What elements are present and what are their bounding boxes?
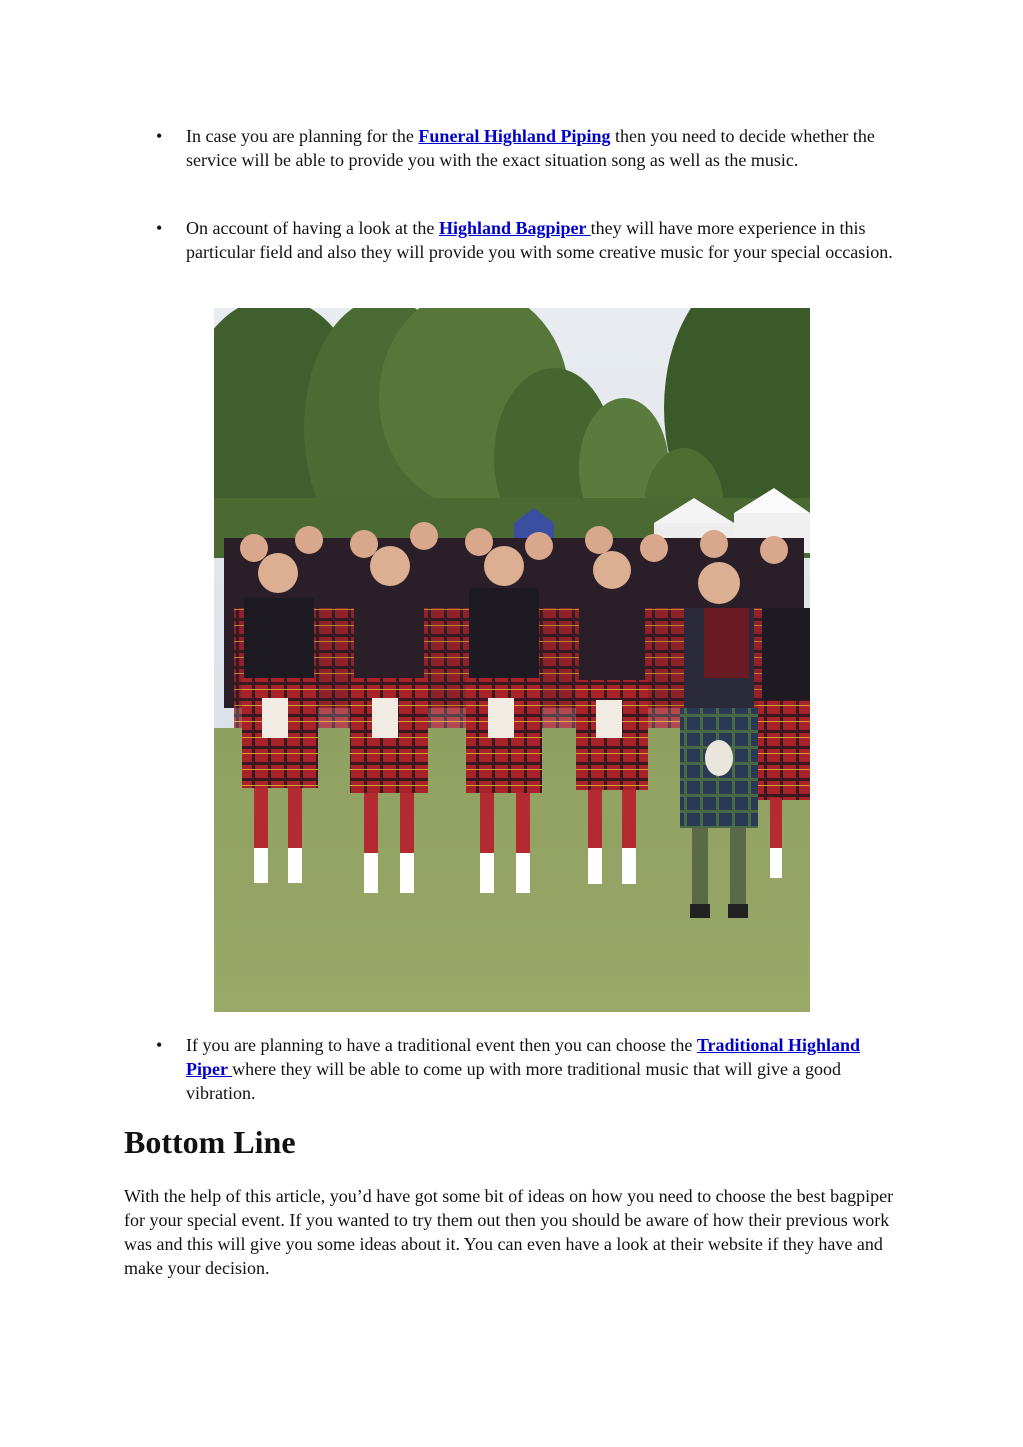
bullet-text-before: On account of having a look at the xyxy=(186,218,439,238)
section-heading: Bottom Line xyxy=(124,1124,296,1160)
bullet-text-after: where they will be able to come up with more traditional music that will give a good vibration. xyxy=(186,1059,842,1103)
bullet-text-before: If you are planning to have a traditional event then you can choose the xyxy=(186,1035,697,1055)
bullet-text-after: then you need to decide whether the service will be able to provide you with the exact situation song as well as the music. xyxy=(186,126,875,170)
bullet-dot-icon: • xyxy=(156,126,163,146)
bullet-text-before: In case you are planning for the xyxy=(186,126,419,146)
bullet-dot-icon: • xyxy=(156,218,163,238)
closing-paragraph: With the help of this article, you’d have got some bit of ideas on how you need to choose the best bagpiper for your special event. If you wanted to try them out then you should be aware of how their previous work was and this will give you some ideas about it. You can even have a look at their website if they have and make your decision. xyxy=(124,1186,894,1278)
highland-bagpiper-link[interactable]: Highland Bagpiper xyxy=(438,218,591,238)
pipe-band-photo xyxy=(214,308,810,1012)
bullet-text-after: they will have more experience in this particular field and also they will provide you with some creative music for your special occasion. xyxy=(186,218,893,262)
bullet-item-traditional-piper xyxy=(156,1033,906,1105)
bullet-item-highland-bagpiper xyxy=(156,216,906,264)
bullet-item-funeral-piping xyxy=(156,124,906,172)
funeral-highland-piping-link[interactable]: Funeral Highland Piping xyxy=(418,126,611,146)
bullet-dot-icon: • xyxy=(156,1035,163,1055)
traditional-highland-piper-link[interactable]: Traditional Highland Piper xyxy=(186,1035,861,1079)
